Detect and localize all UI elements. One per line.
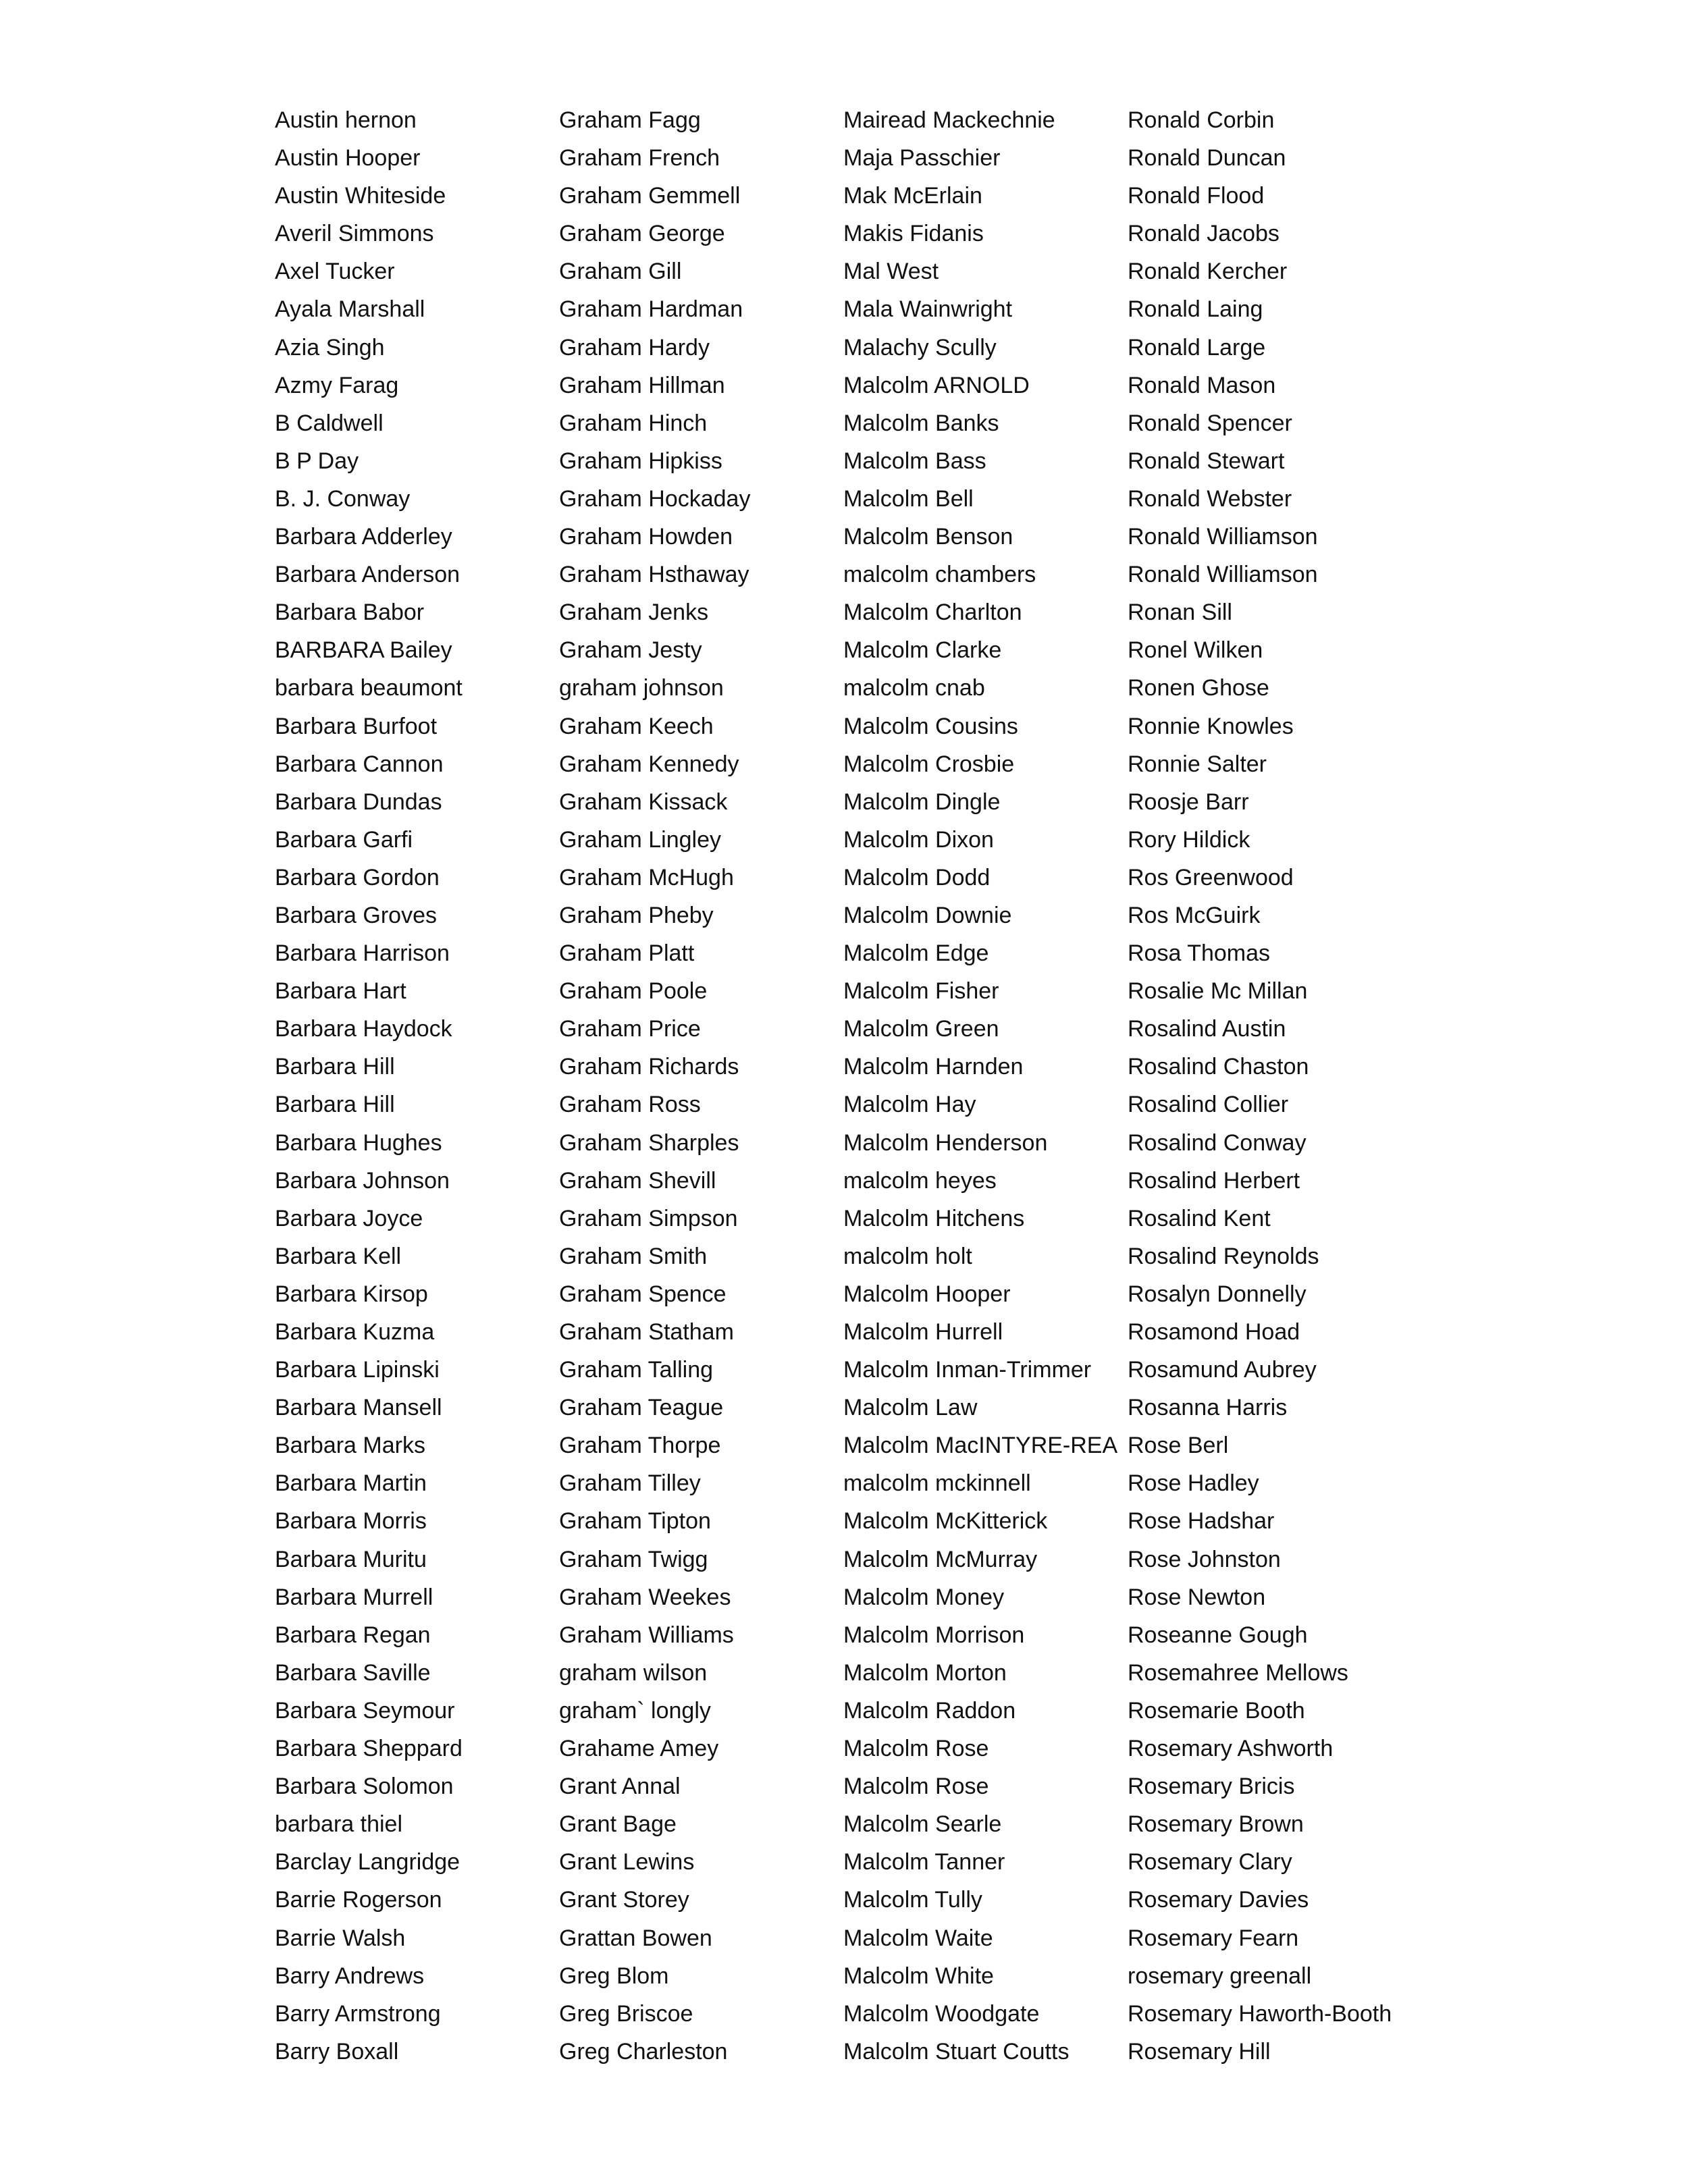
name-entry: Graham Gemmell (559, 183, 741, 209)
name-entry: Barbara Hill (275, 1054, 395, 1080)
name-entry: Barbara Hart (275, 978, 406, 1005)
name-entry: Barbara Johnson (275, 1167, 450, 1194)
name-entry: Rosalyn Donnelly (1128, 1281, 1307, 1307)
name-entry: Rosemahree Mellows (1128, 1659, 1348, 1686)
name-entry: Barry Armstrong (275, 2000, 441, 2027)
name-entry: barbara beaumont (275, 675, 463, 701)
name-entry: Graham Kennedy (559, 751, 739, 777)
name-entry: B. J. Conway (275, 485, 411, 512)
name-entry: Malcolm Dixon (843, 826, 994, 853)
name-entry: Rosalind Chaston (1128, 1054, 1309, 1080)
name-entry: Graham Hardman (559, 296, 743, 323)
name-entry: Graham Lingley (559, 826, 722, 853)
name-entry: Austin Hooper (275, 145, 421, 171)
name-entry: Rose Johnston (1128, 1546, 1281, 1572)
name-entry: Roosje Barr (1128, 789, 1249, 815)
name-entry: graham` longly (559, 1697, 711, 1724)
name-entry: Ronald Jacobs (1128, 221, 1280, 247)
name-entry: Malcolm Raddon (843, 1697, 1016, 1724)
name-entry: B Caldwell (275, 410, 384, 436)
name-entry: Malcolm Searle (843, 1811, 1002, 1838)
name-entry: Malachy Scully (843, 334, 997, 361)
name-entry: Rose Newton (1128, 1584, 1266, 1610)
name-entry: Ronald Flood (1128, 183, 1265, 209)
name-entry: Malcolm Green (843, 1016, 999, 1042)
name-entry: B P Day (275, 448, 359, 474)
name-entry: Barbara Dundas (275, 789, 442, 815)
name-entry: Malcolm Bass (843, 448, 986, 474)
name-entry: Barbara Hill (275, 1092, 395, 1118)
name-entry: Barbara Regan (275, 1622, 431, 1648)
name-entry: malcolm heyes (843, 1167, 997, 1194)
name-entry: Graham Smith (559, 1243, 708, 1269)
name-entry: Graham Jesty (559, 637, 702, 664)
name-entry: Barbara Kell (275, 1243, 402, 1269)
name-entry: Barbara Hughes (275, 1129, 442, 1156)
name-entry: Ronald Webster (1128, 485, 1292, 512)
name-entry: Ronel Wilken (1128, 637, 1263, 664)
name-entry: Ronald Williamson (1128, 562, 1318, 588)
name-entry: Ronald Duncan (1128, 145, 1286, 171)
name-entry: Rosanna Harris (1128, 1395, 1288, 1421)
name-entry: Ronald Spencer (1128, 410, 1292, 436)
name-entry: Barbara Garfi (275, 826, 413, 853)
name-entry: graham wilson (559, 1659, 708, 1686)
name-entry: Malcolm Benson (843, 524, 1013, 550)
name-entry: Austin hernon (275, 107, 417, 133)
name-entry: Ronnie Salter (1128, 751, 1267, 777)
name-entry: rosemary greenall (1128, 1963, 1312, 1989)
name-entry: Malcolm Banks (843, 410, 999, 436)
name-entry: Malcolm Harnden (843, 1054, 1024, 1080)
name-entry: Roseanne Gough (1128, 1622, 1308, 1648)
name-entry: Ronald Stewart (1128, 448, 1285, 474)
name-entry: Graham Gill (559, 259, 682, 285)
name-entry: Mal West (843, 259, 939, 285)
name-entry: Barclay Langridge (275, 1849, 460, 1875)
name-entry: Grant Lewins (559, 1849, 695, 1875)
name-entry: Malcolm Bell (843, 485, 974, 512)
name-entry: Rory Hildick (1128, 826, 1250, 853)
name-entry: Ayala Marshall (275, 296, 425, 323)
name-entry: Graham George (559, 221, 725, 247)
name-entry: Rosalind Herbert (1128, 1167, 1300, 1194)
name-entry: Malcolm Hooper (843, 1281, 1011, 1307)
name-column-2 (559, 101, 843, 2071)
name-entry: Graham Simpson (559, 1205, 738, 1231)
name-entry: Graham Jenks (559, 600, 709, 626)
name-column-4 (1128, 101, 1412, 2071)
name-entry: Barbara Cannon (275, 751, 444, 777)
name-entry: malcolm cnab (843, 675, 985, 701)
name-entry: Rosemary Ashworth (1128, 1736, 1334, 1762)
name-column-3 (843, 101, 1128, 2071)
name-entry: Averil Simmons (275, 221, 434, 247)
name-entry: Graham McHugh (559, 864, 734, 890)
name-entry: BARBARA Bailey (275, 637, 452, 664)
name-entry: Barbara Burfoot (275, 713, 438, 739)
name-entry: Malcolm Tully (843, 1887, 982, 1913)
name-entry: Rosemarie Booth (1128, 1697, 1305, 1724)
name-entry: Graham Tipton (559, 1508, 711, 1535)
name-entry: Rosalind Kent (1128, 1205, 1271, 1231)
name-entry: Malcolm Inman-Trimmer (843, 1357, 1092, 1383)
names-list (275, 101, 1412, 2071)
name-entry: Malcolm ARNOLD (843, 372, 1030, 398)
name-entry: Barry Andrews (275, 1963, 425, 1989)
name-entry: Graham Kissack (559, 789, 728, 815)
name-entry: Barbara Mansell (275, 1395, 442, 1421)
name-entry: Rosalind Austin (1128, 1016, 1286, 1042)
name-entry: Graham Pheby (559, 902, 714, 928)
name-column-1 (275, 101, 559, 2071)
name-entry: Graham French (559, 145, 720, 171)
name-entry: Graham Price (559, 1016, 701, 1042)
name-entry: Azmy Farag (275, 372, 399, 398)
name-entry: Graham Hsthaway (559, 562, 749, 588)
name-entry: Malcolm Dingle (843, 789, 1001, 815)
name-entry: Barbara Gordon (275, 864, 440, 890)
name-entry: Barbara Muritu (275, 1546, 427, 1572)
name-entry: Graham Weekes (559, 1584, 731, 1610)
name-entry: Malcolm Downie (843, 902, 1012, 928)
name-entry: Rose Hadshar (1128, 1508, 1275, 1535)
name-entry: Malcolm Hitchens (843, 1205, 1025, 1231)
name-entry: Graham Fagg (559, 107, 701, 133)
name-entry: Ronnie Knowles (1128, 713, 1294, 739)
name-entry: Maja Passchier (843, 145, 1001, 171)
name-entry: Graham Keech (559, 713, 714, 739)
name-entry: Ros Greenwood (1128, 864, 1294, 890)
name-entry: Barrie Rogerson (275, 1887, 442, 1913)
name-entry: Barbara Marks (275, 1433, 425, 1459)
name-entry: Greg Blom (559, 1963, 669, 1989)
name-entry: Grattan Bowen (559, 1925, 712, 1951)
name-entry: Ronen Ghose (1128, 675, 1269, 701)
name-entry: Graham Tilley (559, 1470, 701, 1497)
name-entry: Graham Howden (559, 524, 733, 550)
name-entry: Mala Wainwright (843, 296, 1013, 323)
name-entry: Malcolm Cousins (843, 713, 1018, 739)
name-entry: Ronan Sill (1128, 600, 1232, 626)
name-entry: Mak McErlain (843, 183, 982, 209)
name-entry: Ros McGuirk (1128, 902, 1261, 928)
name-entry: Barbara Solomon (275, 1774, 454, 1800)
name-entry: Graham Spence (559, 1281, 727, 1307)
name-entry: Graham Twigg (559, 1546, 708, 1572)
name-entry: Barbara Kuzma (275, 1319, 435, 1345)
name-entry: Rosalind Reynolds (1128, 1243, 1319, 1269)
name-entry: Graham Statham (559, 1319, 734, 1345)
name-entry: Makis Fidanis (843, 221, 984, 247)
name-entry: Ronald Mason (1128, 372, 1276, 398)
name-entry: Malcolm MacINTYRE-REA (843, 1433, 1118, 1459)
name-entry: Axel Tucker (275, 259, 395, 285)
name-entry: Graham Hardy (559, 334, 710, 361)
name-entry: barbara thiel (275, 1811, 403, 1838)
name-entry: Rose Hadley (1128, 1470, 1259, 1497)
name-entry: Barbara Babor (275, 600, 425, 626)
name-entry: Ronald Large (1128, 334, 1266, 361)
name-entry: Barrie Walsh (275, 1925, 406, 1951)
name-entry: Graham Ross (559, 1092, 701, 1118)
name-entry: Malcolm Rose (843, 1774, 989, 1800)
name-entry: Ronald Corbin (1128, 107, 1275, 133)
name-entry: Graham Shevill (559, 1167, 716, 1194)
name-entry: Malcolm Fisher (843, 978, 999, 1005)
name-entry: Malcolm Charlton (843, 600, 1022, 626)
name-entry: Barbara Anderson (275, 562, 460, 588)
name-entry: Mairead Mackechnie (843, 107, 1055, 133)
name-entry: Graham Sharples (559, 1129, 739, 1156)
name-entry: Barbara Adderley (275, 524, 452, 550)
name-entry: Rosemary Davies (1128, 1887, 1309, 1913)
name-entry: Grant Storey (559, 1887, 689, 1913)
name-entry: Malcolm Waite (843, 1925, 993, 1951)
name-entry: Malcolm Henderson (843, 1129, 1048, 1156)
name-entry: malcolm mckinnell (843, 1470, 1031, 1497)
name-entry: Rosa Thomas (1128, 940, 1271, 967)
name-entry: Graham Thorpe (559, 1433, 721, 1459)
name-entry: Malcolm Law (843, 1395, 978, 1421)
name-entry: Graham Williams (559, 1622, 734, 1648)
name-entry: Malcolm Morrison (843, 1622, 1025, 1648)
name-entry: Rosemary Fearn (1128, 1925, 1299, 1951)
name-entry: Barry Boxall (275, 2038, 399, 2065)
name-entry: malcolm holt (843, 1243, 972, 1269)
name-entry: Rosalind Collier (1128, 1092, 1289, 1118)
name-entry: Malcolm Crosbie (843, 751, 1015, 777)
name-entry: Rosalie Mc Millan (1128, 978, 1308, 1005)
name-entry: Graham Hillman (559, 372, 725, 398)
name-entry: Barbara Morris (275, 1508, 427, 1535)
name-entry: Malcolm Hurrell (843, 1319, 1003, 1345)
name-entry: Graham Richards (559, 1054, 739, 1080)
name-entry: Greg Briscoe (559, 2000, 693, 2027)
name-entry: Graham Hipkiss (559, 448, 722, 474)
name-entry: Grant Annal (559, 1774, 681, 1800)
name-entry: Malcolm Clarke (843, 637, 1002, 664)
name-entry: Barbara Seymour (275, 1697, 455, 1724)
name-entry: Rosemary Hill (1128, 2038, 1271, 2065)
name-entry: Barbara Joyce (275, 1205, 423, 1231)
name-entry: Rosamond Hoad (1128, 1319, 1300, 1345)
name-entry: Barbara Harrison (275, 940, 450, 967)
name-entry: Rosalind Conway (1128, 1129, 1307, 1156)
name-entry: Malcolm Hay (843, 1092, 976, 1118)
name-entry: Barbara Groves (275, 902, 437, 928)
name-entry: Malcolm Rose (843, 1736, 989, 1762)
name-entry: Ronald Laing (1128, 296, 1263, 323)
name-entry: malcolm chambers (843, 562, 1036, 588)
name-entry: Malcolm White (843, 1963, 994, 1989)
name-entry: Barbara Martin (275, 1470, 427, 1497)
name-entry: Malcolm Woodgate (843, 2000, 1040, 2027)
name-entry: Austin Whiteside (275, 183, 446, 209)
name-entry: Azia Singh (275, 334, 385, 361)
name-entry: Grant Bage (559, 1811, 677, 1838)
name-entry: Rosemary Haworth-Booth (1128, 2000, 1392, 2027)
name-entry: Malcolm Tanner (843, 1849, 1005, 1875)
name-entry: Malcolm Stuart Coutts (843, 2038, 1070, 2065)
name-entry: Malcolm Morton (843, 1659, 1007, 1686)
name-entry: Malcolm Money (843, 1584, 1005, 1610)
name-entry: Greg Charleston (559, 2038, 728, 2065)
name-entry: Barbara Haydock (275, 1016, 452, 1042)
name-entry: Ronald Kercher (1128, 259, 1288, 285)
name-entry: Barbara Saville (275, 1659, 431, 1686)
name-entry: Rosemary Bricis (1128, 1774, 1295, 1800)
name-entry: Ronald Williamson (1128, 524, 1318, 550)
name-entry: Rosemary Clary (1128, 1849, 1292, 1875)
name-entry: Malcolm McKitterick (843, 1508, 1048, 1535)
name-entry: Rosamund Aubrey (1128, 1357, 1317, 1383)
name-entry: Graham Talling (559, 1357, 714, 1383)
name-entry: Graham Hinch (559, 410, 708, 436)
name-entry: graham johnson (559, 675, 724, 701)
name-entry: Graham Teague (559, 1395, 724, 1421)
name-entry: Graham Poole (559, 978, 708, 1005)
name-entry: Barbara Sheppard (275, 1736, 463, 1762)
name-entry: Barbara Kirsop (275, 1281, 428, 1307)
name-entry: Barbara Lipinski (275, 1357, 440, 1383)
name-entry: Rose Berl (1128, 1433, 1229, 1459)
name-entry: Graham Hockaday (559, 485, 751, 512)
name-entry: Malcolm Edge (843, 940, 989, 967)
name-entry: Malcolm McMurray (843, 1546, 1038, 1572)
name-entry: Malcolm Dodd (843, 864, 991, 890)
name-entry: Grahame Amey (559, 1736, 719, 1762)
name-entry: Rosemary Brown (1128, 1811, 1304, 1838)
name-entry: Graham Platt (559, 940, 695, 967)
name-entry: Barbara Murrell (275, 1584, 433, 1610)
